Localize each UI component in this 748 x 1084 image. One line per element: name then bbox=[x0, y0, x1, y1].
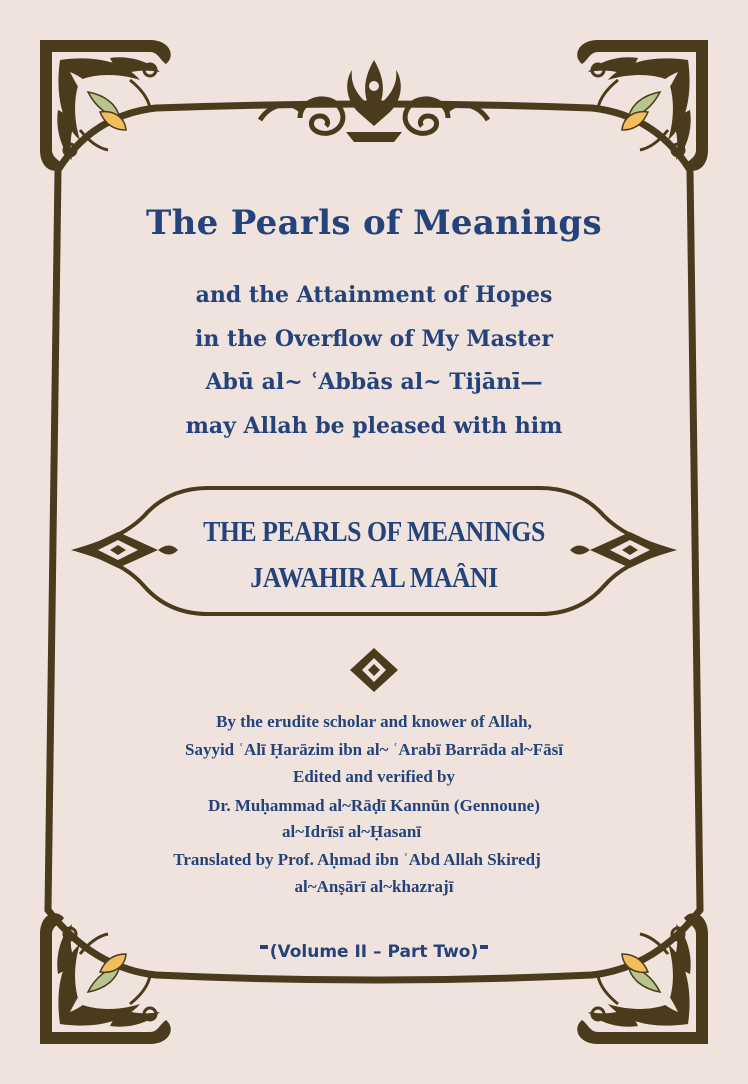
subtitle-line-2: in the Overflow of My Master bbox=[195, 326, 553, 352]
book-title: The Pearls of Meanings bbox=[146, 203, 602, 243]
volume-label: (Volume II – Part Two) bbox=[269, 942, 479, 962]
credit-author-intro: By the erudite scholar and knower of Allah, bbox=[216, 712, 532, 731]
subtitle-line-4: may Allah be pleased with him bbox=[185, 413, 563, 439]
subtitle-line-1: and the Attainment of Hopes bbox=[195, 282, 553, 308]
fleur-ornament bbox=[260, 60, 488, 142]
credit-editor-name: Dr. Muḥammad al~Rāḍī Kannūn (Gennoune) bbox=[208, 796, 540, 815]
credit-author-name: Sayyid ʿAlī Ḥarāzim ibn al~ ʿArabī Barrāda al~Fāsī bbox=[185, 740, 563, 759]
banner-title-english: THE PEARLS OF MEANINGS bbox=[203, 517, 545, 548]
banner-title-transliteration: JAWAHIR AL MAÂNI bbox=[250, 563, 498, 594]
subtitle-line-3: Abū al~ ʿAbbās al~ Tijānī— bbox=[205, 369, 543, 395]
credit-translator-nisba: al~Anṣārī al~khazrajī bbox=[294, 877, 454, 896]
divider-ornament bbox=[350, 648, 398, 692]
credit-editor-nisba: al~Idrīsī al~Ḥasanī bbox=[282, 822, 422, 841]
credit-editor-intro: Edited and verified by bbox=[293, 767, 455, 786]
credit-translator: Translated by Prof. Aḥmad ibn ʿAbd Allah Skiredj bbox=[173, 850, 541, 869]
